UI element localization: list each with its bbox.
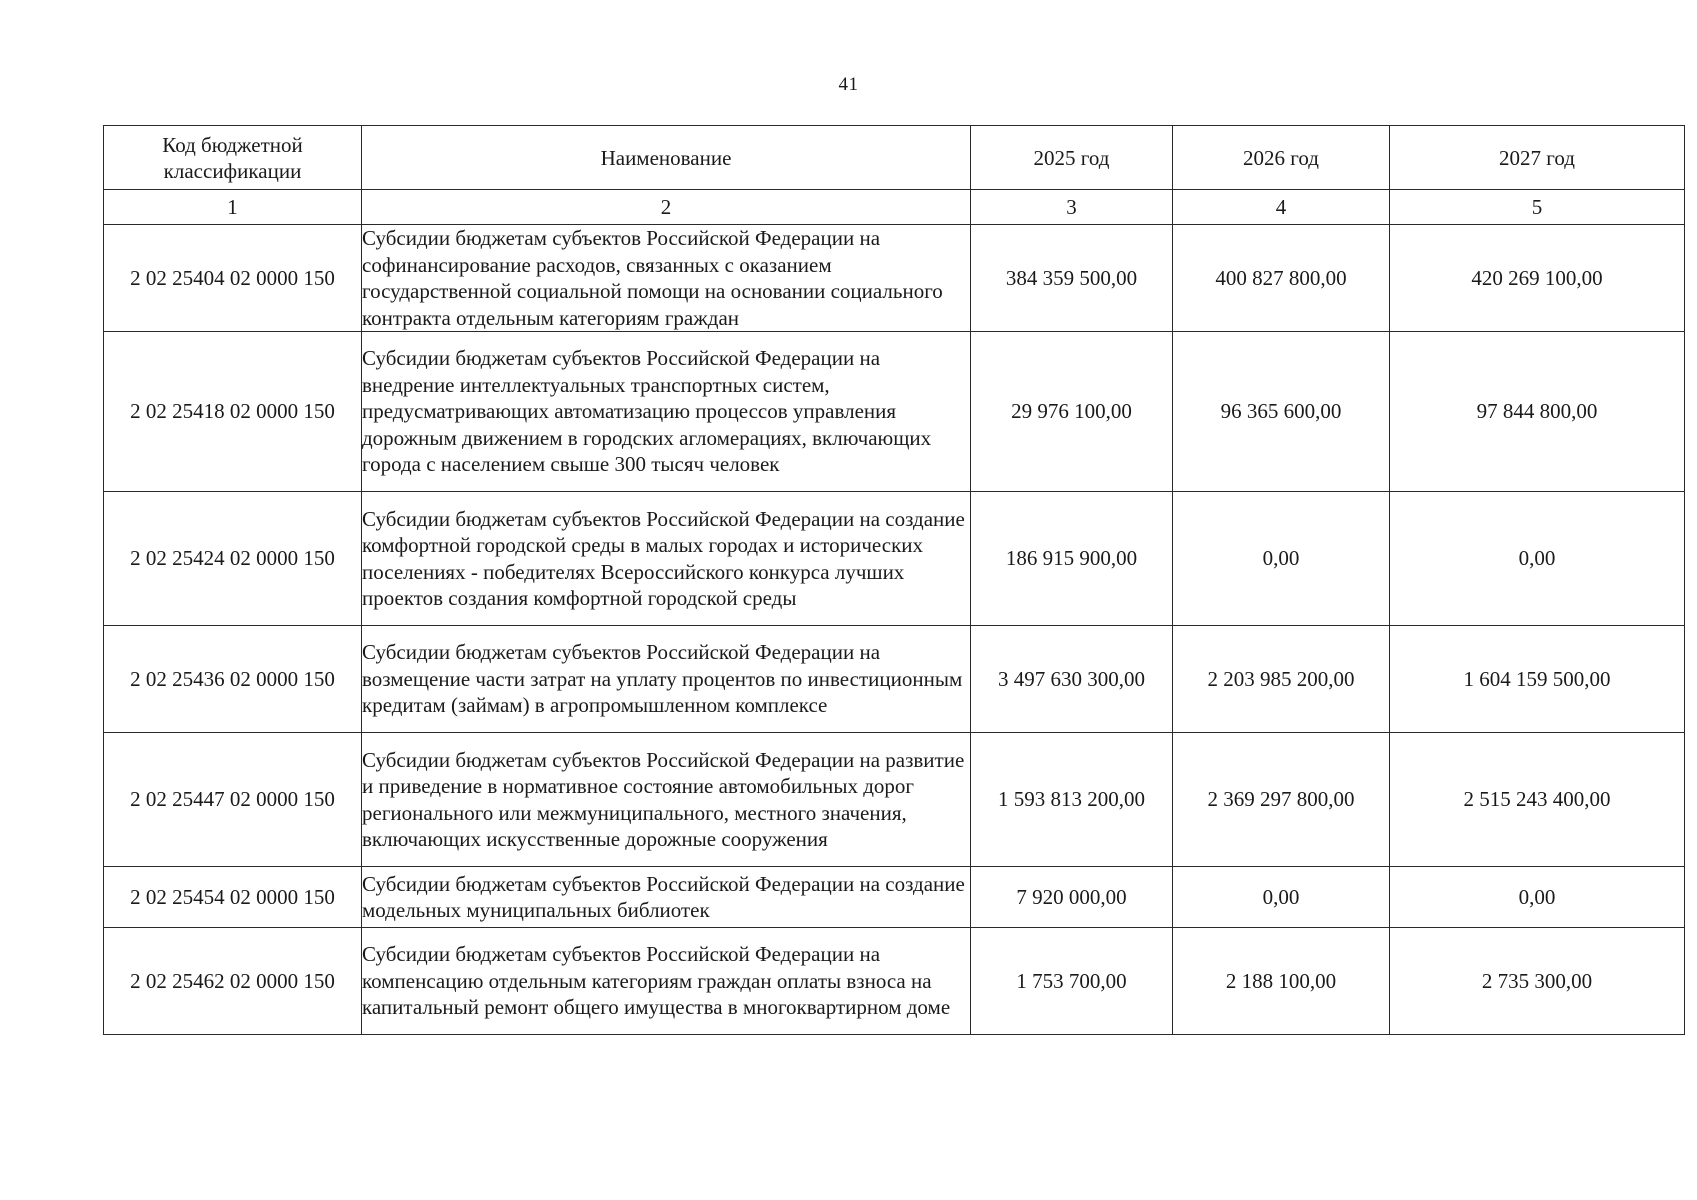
table-row (104, 626, 1685, 733)
table-row (104, 492, 1685, 626)
budget-code: 2 02 25454 02 0000 150 (104, 867, 362, 928)
amount-2027: 1 604 159 500,00 (1390, 626, 1685, 733)
item-name: Субсидии бюджетам субъектов Российской Федерации на развитие и приведение в нормативное состояние автомобильных дорог регионального или межмуниципального, местного значения, включающих искусственные дорожные сооружения (362, 733, 971, 867)
amount-2025: 7 920 000,00 (971, 867, 1173, 928)
amount-2025: 384 359 500,00 (971, 225, 1173, 332)
item-name: Субсидии бюджетам субъектов Российской Федерации на возмещение части затрат на уплату процентов по инвестиционным кредитам (займам) в агропромышленном комплексе (362, 626, 971, 733)
table-row (104, 332, 1685, 492)
amount-2026: 2 203 985 200,00 (1173, 626, 1390, 733)
item-name: Субсидии бюджетам субъектов Российской Федерации на создание комфортной городской среды в малых городах и исторических поселениях - победителях Всероссийского конкурса лучших проектов создания комфортной городской среды (362, 492, 971, 626)
header-2025: 2025 год (971, 126, 1173, 190)
amount-2027: 2 735 300,00 (1390, 928, 1685, 1035)
amount-2027: 420 269 100,00 (1390, 225, 1685, 332)
amount-2026: 400 827 800,00 (1173, 225, 1390, 332)
amount-2026: 96 365 600,00 (1173, 332, 1390, 492)
header-2026: 2026 год (1173, 126, 1390, 190)
budget-code: 2 02 25424 02 0000 150 (104, 492, 362, 626)
header-code: Код бюджетной классификации (104, 126, 362, 190)
amount-2026: 2 188 100,00 (1173, 928, 1390, 1035)
budget-code: 2 02 25447 02 0000 150 (104, 733, 362, 867)
amount-2027: 2 515 243 400,00 (1390, 733, 1685, 867)
amount-2025: 3 497 630 300,00 (971, 626, 1173, 733)
amount-2025: 1 753 700,00 (971, 928, 1173, 1035)
item-name: Субсидии бюджетам субъектов Российской Федерации на внедрение интеллектуальных транспортных систем, предусматривающих автоматизацию процессов управления дорожным движением в городских агломерациях, включающих города с населением свыше 300 тысяч человек (362, 332, 971, 492)
amount-2025: 29 976 100,00 (971, 332, 1173, 492)
table-row (104, 733, 1685, 867)
column-number: 3 (971, 190, 1173, 225)
column-number: 4 (1173, 190, 1390, 225)
budget-code: 2 02 25436 02 0000 150 (104, 626, 362, 733)
column-number-row (104, 190, 1685, 225)
page-number: 41 (838, 74, 859, 95)
header-name: Наименование (362, 126, 971, 190)
amount-2026: 0,00 (1173, 492, 1390, 626)
amount-2026: 0,00 (1173, 867, 1390, 928)
column-number: 2 (362, 190, 971, 225)
header-2027: 2027 год (1390, 126, 1685, 190)
amount-2025: 186 915 900,00 (971, 492, 1173, 626)
budget-code: 2 02 25404 02 0000 150 (104, 225, 362, 332)
budget-code: 2 02 25418 02 0000 150 (104, 332, 362, 492)
amount-2027: 0,00 (1390, 867, 1685, 928)
item-name: Субсидии бюджетам субъектов Российской Федерации на софинансирование расходов, связанных с оказанием государственной социальной помощи на основании социального контракта отдельным категориям граждан (362, 225, 971, 332)
table-row (104, 928, 1685, 1035)
budget-table (103, 125, 1685, 1035)
item-name: Субсидии бюджетам субъектов Российской Федерации на компенсацию отдельным категориям граждан оплаты взноса на капитальный ремонт общего имущества в многоквартирном доме (362, 928, 971, 1035)
column-number: 5 (1390, 190, 1685, 225)
item-name: Субсидии бюджетам субъектов Российской Федерации на создание модельных муниципальных библиотек (362, 867, 971, 928)
header-row (104, 126, 1685, 190)
table-row (104, 225, 1685, 332)
table-row (104, 867, 1685, 928)
amount-2025: 1 593 813 200,00 (971, 733, 1173, 867)
column-number: 1 (104, 190, 362, 225)
amount-2027: 97 844 800,00 (1390, 332, 1685, 492)
budget-code: 2 02 25462 02 0000 150 (104, 928, 362, 1035)
amount-2026: 2 369 297 800,00 (1173, 733, 1390, 867)
amount-2027: 0,00 (1390, 492, 1685, 626)
